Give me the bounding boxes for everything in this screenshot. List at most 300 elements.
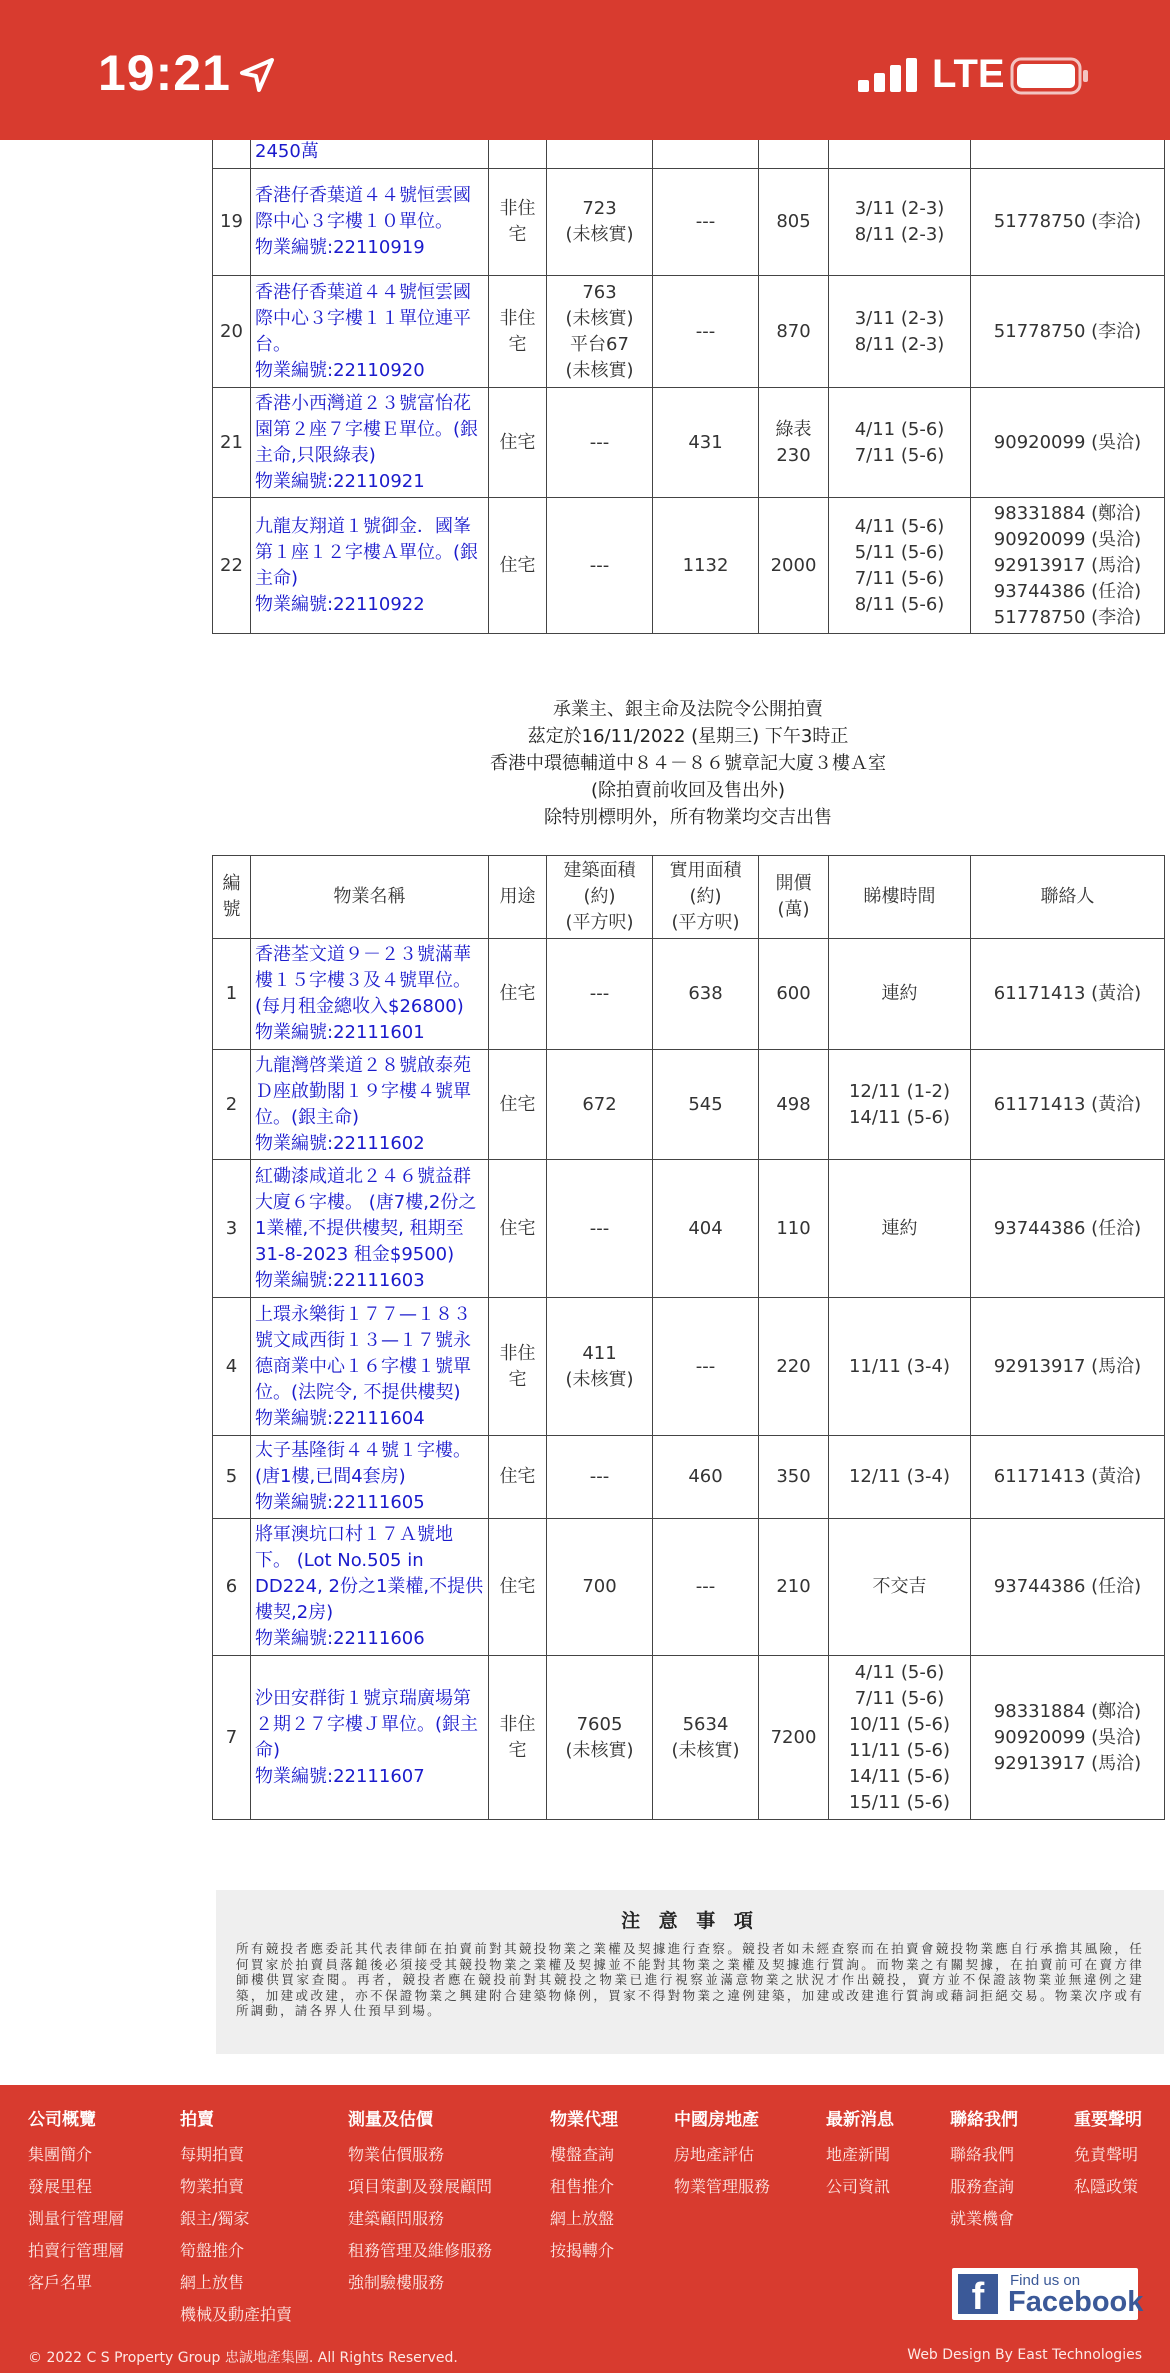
cell-contact-line: 98331884 (鄭洽) <box>993 1700 1142 1722</box>
footer-link[interactable]: 建築顧問服務 <box>348 2209 445 2228</box>
cell-name-line: 物業編號:22111601 <box>255 1022 425 1043</box>
cell-gfa-line: --- <box>589 554 610 576</box>
cell-gfa <box>547 939 653 1050</box>
footer-link[interactable]: 房地產評估 <box>674 2145 755 2164</box>
cell-price <box>759 1160 829 1298</box>
footer-column <box>950 2105 1018 2238</box>
auction-heading-line: 香港中環德輔道中８４－８６號章記大廈３樓Ａ室 <box>490 753 886 774</box>
cell-nfa-text: --- <box>695 320 716 342</box>
cell-name[interactable] <box>251 1519 489 1656</box>
cell-contact-line: 92913917 (馬洽) <box>993 1752 1142 1774</box>
cell-use-text: 非住宅 <box>499 198 536 245</box>
facebook-caption: Find us on <box>1010 2272 1081 2289</box>
cell-name-line: 第１座１２字樓Ａ單位。(銀 <box>255 541 479 563</box>
cell-gfa-line: (未核實) <box>565 1739 634 1761</box>
web-design-credit: Web Design By East Technologies <box>907 2347 1142 2363</box>
footer-link[interactable]: 客戶名單 <box>28 2273 93 2292</box>
cell-price <box>759 1298 829 1436</box>
header-price <box>759 856 829 939</box>
cell-price <box>759 276 829 388</box>
cell-use <box>489 1298 547 1436</box>
header-no-label: 編號 <box>222 873 241 920</box>
footer-link[interactable]: 發展里程 <box>28 2177 93 2196</box>
auction-heading-line: 茲定於16/11/2022 (星期三) 下午3時正 <box>527 726 849 747</box>
cell-name-line: 樓契,2房) <box>255 1602 334 1623</box>
table-row <box>213 939 1165 1050</box>
cell-use <box>489 1519 547 1656</box>
cell-gfa <box>547 388 653 498</box>
cell-name-line: 香港仔香葉道４４號恒雲國 <box>255 185 471 206</box>
network-type: LTE <box>932 52 1005 96</box>
cell-viewing-line: 12/11 (1-2) <box>848 1080 951 1102</box>
cell-nfa-text: 431 <box>688 431 723 453</box>
footer-link[interactable]: 網上放售 <box>180 2273 245 2292</box>
cell-price-text: 498 <box>776 1093 811 1115</box>
cell-name-line: 下。 (Lot No.505 in <box>255 1550 424 1571</box>
cell-gfa-line: (未核實) <box>565 1368 634 1390</box>
cell-contact-line: 61171413 (黃洽) <box>993 1093 1142 1115</box>
footer-heading[interactable]: 重要聲明 <box>1074 2110 1142 2130</box>
cell-nfa-text: 638 <box>688 983 723 1004</box>
cell-name[interactable] <box>251 388 489 498</box>
cell-name-line: 位。(銀主命) <box>255 1106 360 1128</box>
footer-link[interactable]: 就業機會 <box>950 2209 1015 2228</box>
cell-gfa <box>547 1436 653 1519</box>
cell-viewing <box>829 1656 971 1820</box>
footer-link[interactable]: 免責聲明 <box>1074 2145 1139 2164</box>
header-gfa-line: (約) <box>583 886 616 907</box>
cell-contact <box>971 1298 1165 1436</box>
cell-price-text: 2000 <box>770 554 817 576</box>
header-price-line: 開價 <box>775 873 812 894</box>
cell-viewing-line: 10/11 (5-6) <box>848 1713 951 1735</box>
cell-name[interactable] <box>251 276 489 388</box>
table-row <box>213 1519 1165 1656</box>
header-contact: 聯絡人 <box>971 856 1165 939</box>
cell-viewing <box>829 1519 971 1656</box>
cell-use-text: 住宅 <box>499 1093 536 1115</box>
cell-no-text: 5 <box>225 1466 238 1487</box>
cell-gfa-line: --- <box>589 1217 610 1239</box>
cell-use-text: 非住宅 <box>499 1713 536 1761</box>
cell-nfa <box>653 169 759 276</box>
cell-viewing-line: 4/11 (5-6) <box>854 515 945 537</box>
cell-contact-line: 93744386 (任洽) <box>993 1217 1142 1239</box>
cell-gfa-line: --- <box>589 983 610 1004</box>
cell-viewing <box>829 1436 971 1519</box>
cell-viewing-line: 7/11 (5-6) <box>854 567 945 589</box>
cell-nfa-text: 545 <box>688 1093 723 1115</box>
cell-use-text: 非住宅 <box>499 307 536 355</box>
cell-use <box>489 1050 547 1160</box>
cell-price <box>759 498 829 634</box>
cell-gfa-line: (未核實) <box>565 307 634 329</box>
cell-contact <box>971 1050 1165 1160</box>
cell-viewing-line: 8/11 (5-6) <box>854 593 945 615</box>
footer-heading[interactable]: 公司概覽 <box>28 2110 96 2130</box>
cell-name[interactable] <box>251 1436 489 1519</box>
cell-name-line: 號文咸西街１３—１７號永 <box>255 1329 471 1351</box>
cell-viewing-line: 7/11 (5-6) <box>854 1687 945 1709</box>
cell-viewing-line: 11/11 (5-6) <box>848 1739 951 1761</box>
cell-price <box>759 939 829 1050</box>
footer-column <box>550 2105 618 2270</box>
footer-link[interactable]: 服務查詢 <box>950 2177 1015 2196</box>
cell-no <box>213 1160 251 1298</box>
cell-price <box>759 1656 829 1820</box>
footer-column <box>28 2105 124 2302</box>
cell-contact-line: 90920099 (吳洽) <box>993 1726 1142 1748</box>
header-price-line: (萬) <box>777 899 810 920</box>
cell-contact-line: 98331884 (鄭洽) <box>993 502 1142 524</box>
cell-use <box>489 498 547 634</box>
cell-viewing <box>829 276 971 388</box>
cell-name-line: 位。(法院令, 不提供樓契) <box>255 1381 461 1403</box>
cell-no-text: 19 <box>220 211 243 232</box>
cell-price <box>759 1050 829 1160</box>
header-viewing: 睇樓時間 <box>829 856 971 939</box>
notice-body: 所有競投者應委託其代表律師在拍賣前對其競投物業之業權及契據進行查察。競投者如未經查察而在拍賣會競投物業應自行承擔其風險，任何買家於拍賣員落鎚後必須接受其競投物業之業權及契據並不能對其物業之業權及契據進行質詢。而物業之有關契據，在拍賣前可在賣方律師樓供買家查閱。再者，競投者應在競投前對其競投之物業已進行視察並滿意物業之狀況才作出競投，賣方並不保證該物業並無違例之建築，加建或改建，亦不保證物業之興建附合建築物條例，買家不得對物業之違例建築，加建或改建進行質詢或藉詞拒絕交易。物業次序或有所調動，請各界人仕預早到場。 <box>236 1941 1144 2019</box>
cell-contact <box>971 1656 1165 1820</box>
footer-heading[interactable]: 最新消息 <box>826 2110 894 2130</box>
facebook-icon: f <box>958 2274 998 2314</box>
cell-contact-line: 93744386 (任洽) <box>993 1576 1142 1597</box>
cell-name-line: 上環永樂街１７７—１８３ <box>255 1303 471 1325</box>
footer-link[interactable]: 強制驗樓服務 <box>348 2273 445 2292</box>
cell-no <box>213 169 251 276</box>
footer-link[interactable]: 地產新聞 <box>826 2145 891 2164</box>
cell-contact <box>971 169 1165 276</box>
cell-contact-line: 93744386 (任洽) <box>993 580 1142 602</box>
cell-viewing <box>829 169 971 276</box>
cell-use-text: 住宅 <box>499 554 536 576</box>
cell-no <box>213 1656 251 1820</box>
cell-nfa <box>653 1436 759 1519</box>
location-arrow-icon <box>238 56 276 94</box>
cell-viewing-line: 8/11 (2-3) <box>854 224 945 245</box>
cell-name-line: (每月租金總收入$26800) <box>255 996 464 1017</box>
cell-gfa <box>547 276 653 388</box>
footer-link[interactable]: 物業拍賣 <box>180 2177 245 2196</box>
cell-name-line: 香港荃文道９－２３號滿華 <box>255 944 471 965</box>
cell-gfa-line: (未核實) <box>565 224 634 245</box>
header-use: 用途 <box>489 856 547 939</box>
header-nfa-line: (約) <box>689 886 722 907</box>
cell-gfa <box>547 1160 653 1298</box>
cell-contact <box>971 388 1165 498</box>
footer-link[interactable]: 機械及動產拍賣 <box>180 2305 293 2324</box>
cell-price-text: 綠表 230 <box>775 418 812 466</box>
cell-gfa <box>547 169 653 276</box>
table-header-row <box>213 856 1165 939</box>
footer-heading[interactable]: 聯絡我們 <box>950 2110 1018 2130</box>
cell-viewing-line: 11/11 (3-4) <box>848 1355 951 1377</box>
cell-name-line: 香港小西灣道２３號富怡花 <box>255 392 471 414</box>
cell-name-line: 際中心３字樓１０單位。 <box>255 211 453 232</box>
cell-price-text: 220 <box>776 1355 811 1377</box>
header-nfa-line: (平方呎) <box>671 912 740 933</box>
table-row <box>213 1160 1165 1298</box>
cell-use-text: 住宅 <box>499 431 536 453</box>
notice-box <box>216 1890 1164 2054</box>
auction-table <box>212 855 1165 1820</box>
cell-name[interactable] <box>251 498 489 634</box>
cell-contact-line: 61171413 (黃洽) <box>993 983 1142 1004</box>
cell-gfa-line: 411 <box>582 1342 617 1364</box>
cell-viewing-line: 15/11 (5-6) <box>848 1791 951 1813</box>
cell-nfa <box>653 388 759 498</box>
cell-gfa-line: 672 <box>582 1093 617 1115</box>
footer-heading[interactable]: 物業代理 <box>550 2110 618 2130</box>
cell-no-text: 2 <box>225 1093 238 1115</box>
cell-no-text: 6 <box>225 1576 238 1597</box>
footer-link[interactable]: 物業管理服務 <box>674 2177 771 2196</box>
cell-viewing-line: 連約 <box>881 1217 918 1239</box>
facebook-button[interactable] <box>952 2268 1144 2320</box>
cell-nfa <box>653 1519 759 1656</box>
site-footer <box>0 2085 1170 2373</box>
cell-nfa <box>653 276 759 388</box>
cell-viewing-line: 14/11 (5-6) <box>848 1106 951 1128</box>
facebook-label: Facebook <box>1008 2286 1144 2318</box>
cell-contact-line: 92913917 (馬洽) <box>993 1355 1142 1377</box>
footer-link[interactable]: 聯絡我們 <box>950 2145 1015 2164</box>
cell-name-line: 際中心３字樓１１單位連平 <box>255 307 471 329</box>
cell-use <box>489 1656 547 1820</box>
footer-link[interactable]: 公司資訊 <box>826 2177 891 2196</box>
footer-link[interactable]: 拍賣行管理層 <box>28 2241 125 2260</box>
cell-no-text: 3 <box>225 1217 238 1239</box>
cell-price-text: 600 <box>776 983 811 1004</box>
header-name: 物業名稱 <box>251 856 489 939</box>
cell-gfa-line: 平台67 <box>570 333 629 355</box>
cell-name-line: 樓１５字樓３及４號單位。 <box>255 970 471 991</box>
cell-use <box>489 388 547 498</box>
footer-link[interactable]: 集團簡介 <box>28 2145 93 2164</box>
footer-link[interactable]: 樓盤查詢 <box>550 2145 615 2164</box>
cell-gfa-line: --- <box>589 431 610 453</box>
cell-name[interactable] <box>251 1160 489 1298</box>
cell-contact-line: 61171413 (黃洽) <box>993 1466 1142 1487</box>
cell-viewing-line: 12/11 (3-4) <box>848 1466 951 1487</box>
footer-link[interactable]: 按揭轉介 <box>550 2241 615 2260</box>
cell-nfa-text: 1132 <box>682 554 729 576</box>
cell-viewing <box>829 1160 971 1298</box>
footer-link[interactable]: 每期拍賣 <box>180 2145 245 2164</box>
cell-no <box>213 1050 251 1160</box>
cell-use-text: 住宅 <box>499 983 536 1004</box>
cell-gfa <box>547 1298 653 1436</box>
cell-contact <box>971 498 1165 634</box>
status-time: 19:21 <box>98 45 231 101</box>
cell-price-text: 870 <box>776 320 811 342</box>
cell-price <box>759 169 829 276</box>
cell-contact <box>971 1160 1165 1298</box>
cell-nfa-text: 404 <box>688 1217 723 1239</box>
footer-column <box>1074 2105 1142 2206</box>
cell-name-line: 命) <box>255 1739 281 1761</box>
auction-heading-line: 承業主、銀主命及法院令公開拍賣 <box>553 699 823 720</box>
cell-no-text: 20 <box>220 320 243 342</box>
cell-viewing-line: 3/11 (2-3) <box>854 198 945 219</box>
cell-price-text: 805 <box>776 211 811 232</box>
cell-gfa-line: 763 <box>582 281 617 303</box>
cell-name-line: 主命) <box>255 567 299 589</box>
cell-price <box>759 388 829 498</box>
cell-viewing <box>829 388 971 498</box>
cell-viewing-line: 14/11 (5-6) <box>848 1765 951 1787</box>
cell-viewing <box>829 1050 971 1160</box>
footer-heading[interactable]: 拍賣 <box>180 2110 214 2130</box>
cell-no-text: 4 <box>225 1355 238 1377</box>
cell-name[interactable] <box>251 939 489 1050</box>
cell-use <box>489 1160 547 1298</box>
cell-contact-line: 51778750 (李洽) <box>993 320 1142 342</box>
cell-contact <box>971 1436 1165 1519</box>
cell-gfa <box>547 1656 653 1820</box>
cell-no <box>213 1298 251 1436</box>
table-row <box>213 1298 1165 1436</box>
cell-viewing-line: 7/11 (5-6) <box>854 444 945 466</box>
cell-name-line: 31-8-2023 租金$9500) <box>255 1243 455 1265</box>
cell-nfa-text: --- <box>695 1355 716 1377</box>
footer-link[interactable]: 網上放盤 <box>550 2209 615 2228</box>
cell-name-line: 園第２座７字樓Ｅ單位。(銀 <box>255 418 479 440</box>
cell-price-text: 210 <box>776 1576 811 1597</box>
cell-name-line: 物業編號:22111606 <box>255 1628 425 1649</box>
signal-bars-icon <box>858 58 920 92</box>
cell-gfa-line: 700 <box>582 1576 617 1597</box>
notice-title: 注 意 事 項 <box>621 1910 759 1932</box>
cell-name-line: (唐1樓,已間4套房) <box>255 1466 406 1487</box>
cell-no <box>213 1519 251 1656</box>
cell-name-line: ２期２７字樓Ｊ單位。(銀主 <box>255 1713 479 1735</box>
table-row <box>213 1050 1165 1160</box>
footer-link[interactable]: 筍盤推介 <box>180 2241 245 2260</box>
cell-name-line: 物業編號:22110922 <box>255 593 425 615</box>
cell-name[interactable] <box>251 1656 489 1820</box>
cell-name[interactable] <box>251 1050 489 1160</box>
header-gfa-line: (平方呎) <box>565 912 634 933</box>
cell-nfa <box>653 1050 759 1160</box>
cell-name-line: 物業編號:22111607 <box>255 1765 425 1787</box>
cell-contact-line: 90920099 (吳洽) <box>993 431 1142 453</box>
cell-contact-line: 51778750 (李洽) <box>993 211 1142 232</box>
footer-column <box>348 2105 492 2302</box>
cell-contact <box>971 276 1165 388</box>
cell-viewing-line: 5/11 (5-6) <box>854 541 945 563</box>
cell-no <box>213 498 251 634</box>
cell-viewing-line: 連約 <box>881 983 918 1004</box>
cell-name-line: Ｄ座啟勤閣１９字樓４號單 <box>255 1080 471 1102</box>
cell-no <box>213 388 251 498</box>
cell-price <box>759 1436 829 1519</box>
cell-name-line: 物業編號:22110920 <box>255 359 425 381</box>
footer-link[interactable]: 私隱政策 <box>1074 2177 1139 2196</box>
cell-viewing-line: 4/11 (5-6) <box>854 418 945 440</box>
cell-price-text: 7200 <box>770 1726 817 1748</box>
header-gfa-line: 建築面積 <box>563 860 636 881</box>
auction-heading-line: 除特別標明外，所有物業均交吉出售 <box>544 807 832 828</box>
cell-no <box>213 939 251 1050</box>
cell-nfa <box>653 498 759 634</box>
cell-viewing-line: 8/11 (2-3) <box>854 333 945 355</box>
cell-name-line: 大廈６字樓。 (唐7樓,2份之 <box>255 1191 477 1213</box>
cell-name-line: 沙田安群街１號京瑞廣場第 <box>255 1687 471 1709</box>
cell-name[interactable] <box>251 169 489 276</box>
cell-no <box>213 276 251 388</box>
cell-nfa <box>653 939 759 1050</box>
cell-use-text: 住宅 <box>499 1217 536 1239</box>
cell-use <box>489 276 547 388</box>
cell-name-line: 香港仔香葉道４４號恒雲國 <box>255 281 471 303</box>
battery-icon <box>1010 57 1090 95</box>
footer-heading[interactable]: 測量及估價 <box>348 2110 433 2130</box>
cell-contact <box>971 1519 1165 1656</box>
cell-nfa <box>653 1160 759 1298</box>
cell-no-text: 21 <box>220 431 243 453</box>
cell-name-line: 2450萬 <box>255 140 319 162</box>
cell-viewing <box>829 1298 971 1436</box>
footer-link[interactable]: 租務管理及維修服務 <box>348 2241 493 2260</box>
cell-use-text: 住宅 <box>499 1576 536 1597</box>
auction-heading <box>212 696 1164 831</box>
table-row <box>213 388 1165 498</box>
cell-name-line: 將軍澳坑口村１７Ａ號地 <box>255 1524 453 1545</box>
footer-link[interactable]: 測量行管理層 <box>28 2209 125 2228</box>
cell-name-line: 物業編號:22110921 <box>255 470 425 492</box>
header-no <box>213 856 251 939</box>
cell-use <box>489 1436 547 1519</box>
cell-no-text: 1 <box>225 983 238 1004</box>
cell-contact-line: 90920099 (吳洽) <box>993 528 1142 550</box>
cell-name-line: 物業編號:22111605 <box>255 1492 425 1513</box>
cell-use <box>489 169 547 276</box>
cell-gfa <box>547 498 653 634</box>
cell-contact <box>971 939 1165 1050</box>
table-row <box>213 498 1165 634</box>
cell-gfa <box>547 1519 653 1656</box>
footer-link[interactable]: 項目策劃及發展顧問 <box>348 2177 493 2196</box>
table-row <box>213 276 1165 388</box>
auction-heading-line: (除拍賣前收回及售出外) <box>590 780 786 801</box>
footer-link[interactable]: 銀主/獨家 <box>180 2209 250 2228</box>
footer-link[interactable]: 物業估價服務 <box>348 2145 445 2164</box>
cell-name-line: 九龍友翔道１號御金．國峯 <box>255 515 471 537</box>
header-gfa <box>547 856 653 939</box>
cell-name-line: 物業編號:22111603 <box>255 1269 425 1291</box>
cell-name-line: 物業編號:22111604 <box>255 1407 425 1429</box>
cell-viewing <box>829 939 971 1050</box>
copyright: © 2022 C S Property Group 忠誠地產集團. All Rights Reserved. <box>28 2350 458 2366</box>
footer-column <box>826 2105 894 2206</box>
cell-price <box>759 1519 829 1656</box>
cell-contact-line: 92913917 (馬洽) <box>993 554 1142 576</box>
footer-link[interactable]: 租售推介 <box>550 2177 615 2196</box>
cell-no-text: 22 <box>220 554 243 576</box>
cell-name-line: DD224, 2份之1業權,不提供 <box>255 1576 484 1597</box>
cell-name[interactable] <box>251 1298 489 1436</box>
cell-name-line: 德商業中心１６字樓１號單 <box>255 1355 471 1377</box>
cell-name-line: 九龍灣啓業道２８號啟泰苑 <box>255 1054 471 1076</box>
cell-price-text: 110 <box>776 1217 811 1239</box>
cell-viewing <box>829 498 971 634</box>
cell-gfa <box>547 1050 653 1160</box>
cell-nfa-text: 460 <box>688 1466 723 1487</box>
header-nfa-line: 實用面積 <box>669 860 742 881</box>
footer-heading[interactable]: 中國房地產 <box>674 2110 759 2130</box>
cell-name-line: 物業編號:22111602 <box>255 1132 425 1154</box>
